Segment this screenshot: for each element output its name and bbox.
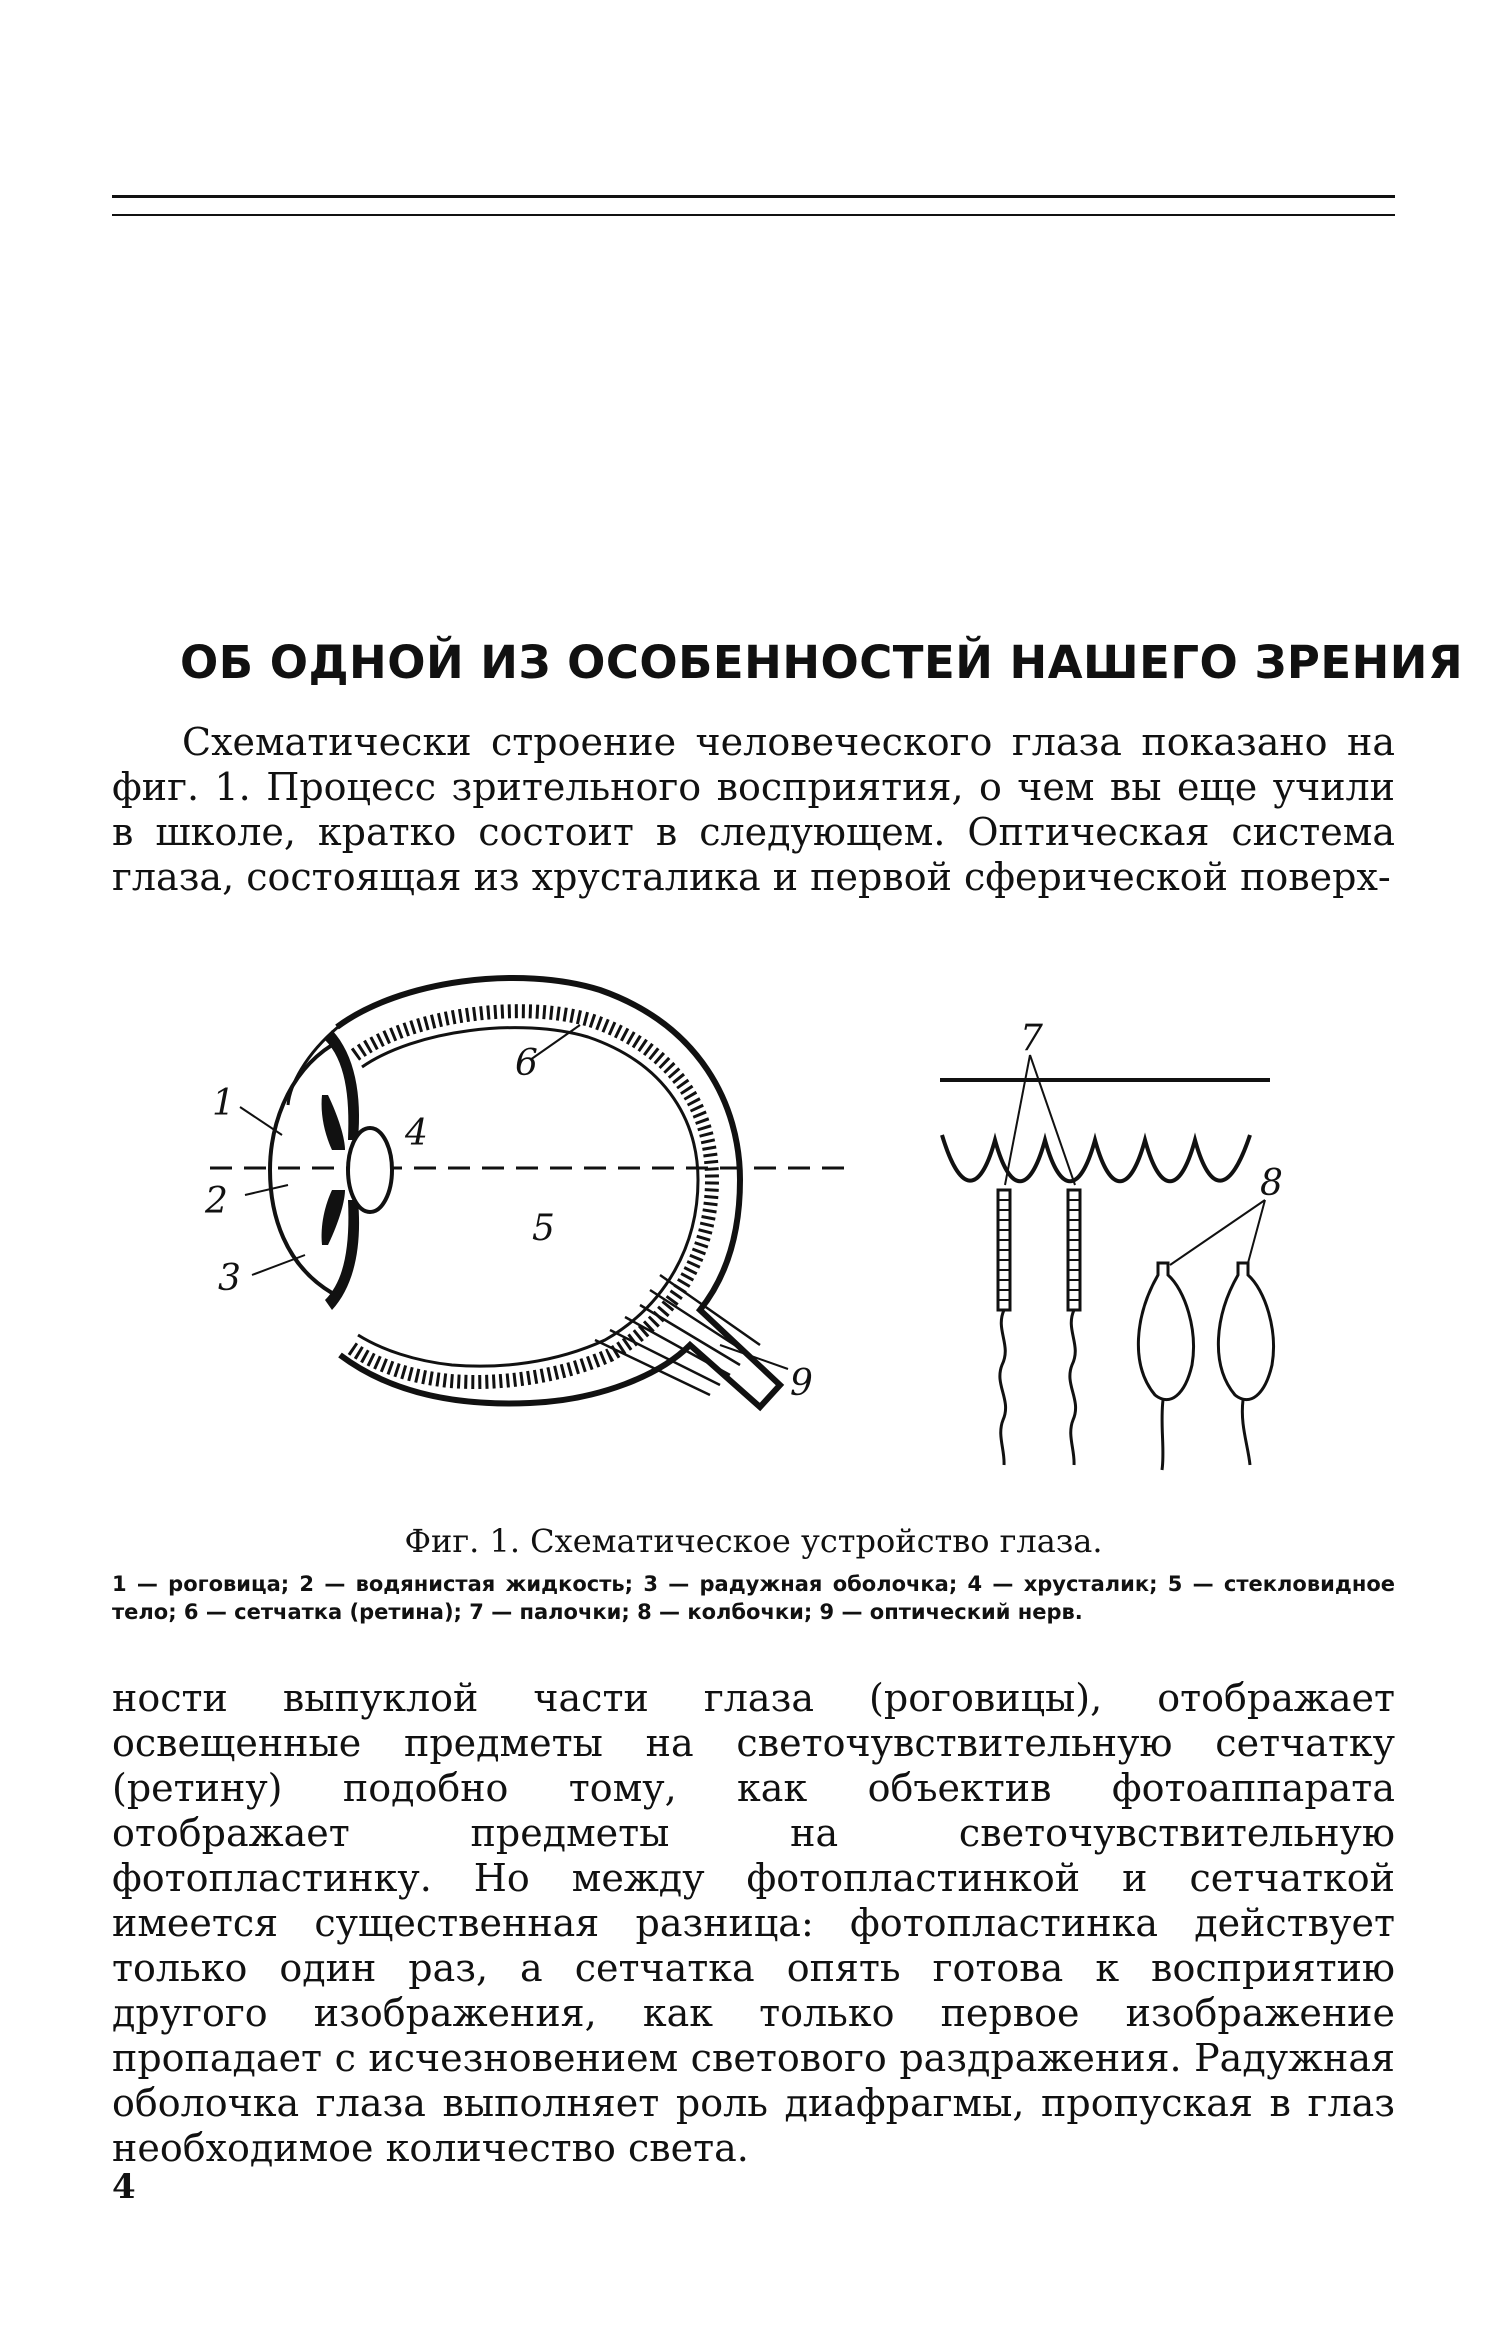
article-heading: ОБ ОДНОЙ ИЗ ОСОБЕННОСТЕЙ НАШЕГО ЗРЕНИЯ [180, 636, 1464, 689]
header-rule-bottom [112, 214, 1395, 216]
paragraph-intro: Схематически строение человеческого глаза показано на фиг. 1. Процесс зрительного восприятия, о чем вы еще учили в школе, кратко состоит в следующем. Оптическая система глаза, состоящая из хрусталика и первой сферической поверх- [112, 720, 1395, 899]
header-rule-top [112, 195, 1395, 198]
sclera-outline [337, 978, 780, 1407]
cone-2 [1218, 1263, 1273, 1400]
label-2: 2 [205, 1181, 228, 1222]
label-6: 6 [515, 1043, 538, 1084]
optic-nerve [595, 1275, 760, 1395]
pigment-layer [942, 1135, 1250, 1181]
label-4: 4 [405, 1113, 428, 1154]
eye-diagram [100, 945, 1400, 1485]
label-1: 1 [212, 1083, 235, 1124]
label-8: 8 [1260, 1163, 1283, 1204]
lens [348, 1128, 392, 1212]
cone-1 [1138, 1263, 1193, 1400]
paragraph-continuation: ности выпуклой части глаза (роговицы), отображает освещенные предметы на светочувствительную сетчатку (ретину) подобно тому, как объектив фотоаппарата отображает предметы на светочувствительную фотопластинку. Но между фотопластинкой и сетчаткой имеется существенная разница: фотопластинка действует только один раз, а сетчатка опять готова к восприятию другого изображения, как только первое изображение пропадает с исчезновением светового раздражения. Радужная оболочка глаза выполняет роль диафрагмы, пропуская в глаз необходимое количество света. [112, 1676, 1395, 2170]
page-number: 4 [112, 2167, 136, 2207]
iris-upper [322, 1095, 345, 1150]
eye-figure [100, 945, 1400, 1485]
label-3: 3 [218, 1258, 241, 1299]
figure-caption: Фиг. 1. Схематическое устройство глаза. [404, 1522, 1103, 1560]
label-5: 5 [532, 1208, 555, 1249]
iris-lower [322, 1190, 345, 1245]
label-9: 9 [790, 1363, 813, 1404]
figure-legend: 1 — роговица; 2 — водянистая жидкость; 3 — радужная оболочка; 4 — хрусталик; 5 — стекловидное тело; 6 — сетчатка (ретина); 7 — палочки; 8 — колбочки; 9 — оптический нерв. [112, 1572, 1395, 1624]
label-7: 7 [1020, 1018, 1043, 1059]
